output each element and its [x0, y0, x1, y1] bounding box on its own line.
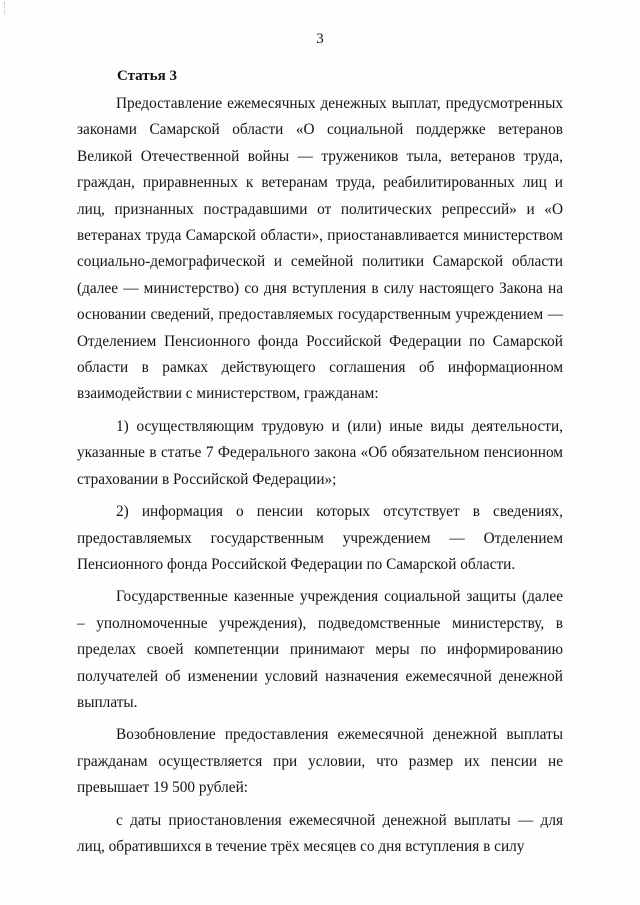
paragraph-resumption: Возобновление предоставления ежемесячной денежной выплаты гражданам осуществляется при условии, что размер их пенсии не превышает 19 500 рублей: — [77, 726, 563, 797]
paragraph-institutions: Государственные казенные учреждения социальной защиты (далее – уполномоченные учреждения), подведомственные министерству, в пределах своей компетенции принимают меры по информированию получателей об изменении условий назначения ежемесячной денежной выплаты. — [77, 588, 563, 711]
paragraph-item-2: 2) информация о пенсии которых отсутствует в сведениях, предоставляемых государственным учреждением — Отделением Пенсионного фонда Российской Федерации по Самарской области. — [77, 503, 563, 573]
paragraph-resumption-date: с даты приостановления ежемесячной денежной выплаты — для лиц, обратившихся в течение трёх месяцев со дня вступления в силу — [77, 811, 563, 855]
paragraph-intro: Предоставление ежемесячных денежных выплат, предусмотренных законами Самарской области «О социальной поддержке ветеранов Великой Отечественной войны — тружеников тыла, ветеранов труда, граждан, приравненных к ветеранам труда, реабилитированных лиц и лиц, признанных пострадавшими от политических репрессий» и «О ветеранах труда Самарской области», приостанавливается министерством социально-демографической и семейной политики Самарской области (далее — министерство) со дня вступления в силу настоящего Закона на основании сведений, предоставляемых государственным учреждением — Отделением Пенсионного фонда Российской Федерации по Самарской области в рамках действующего соглашения об информационном взаимодействии с министерством, гражданам: — [77, 95, 563, 403]
article-body — [77, 91, 563, 860]
page-number: 3 — [316, 31, 324, 47]
scan-artifact-mark — [4, 2, 7, 14]
paragraph-item-1: 1) осуществляющим трудовую и (или) иные виды деятельности, указанные в статье 7 Федерального закона «Об обязательном пенсионном страховании в Российской Федерации»; — [77, 417, 563, 488]
article-heading: Статья 3 — [117, 68, 177, 84]
